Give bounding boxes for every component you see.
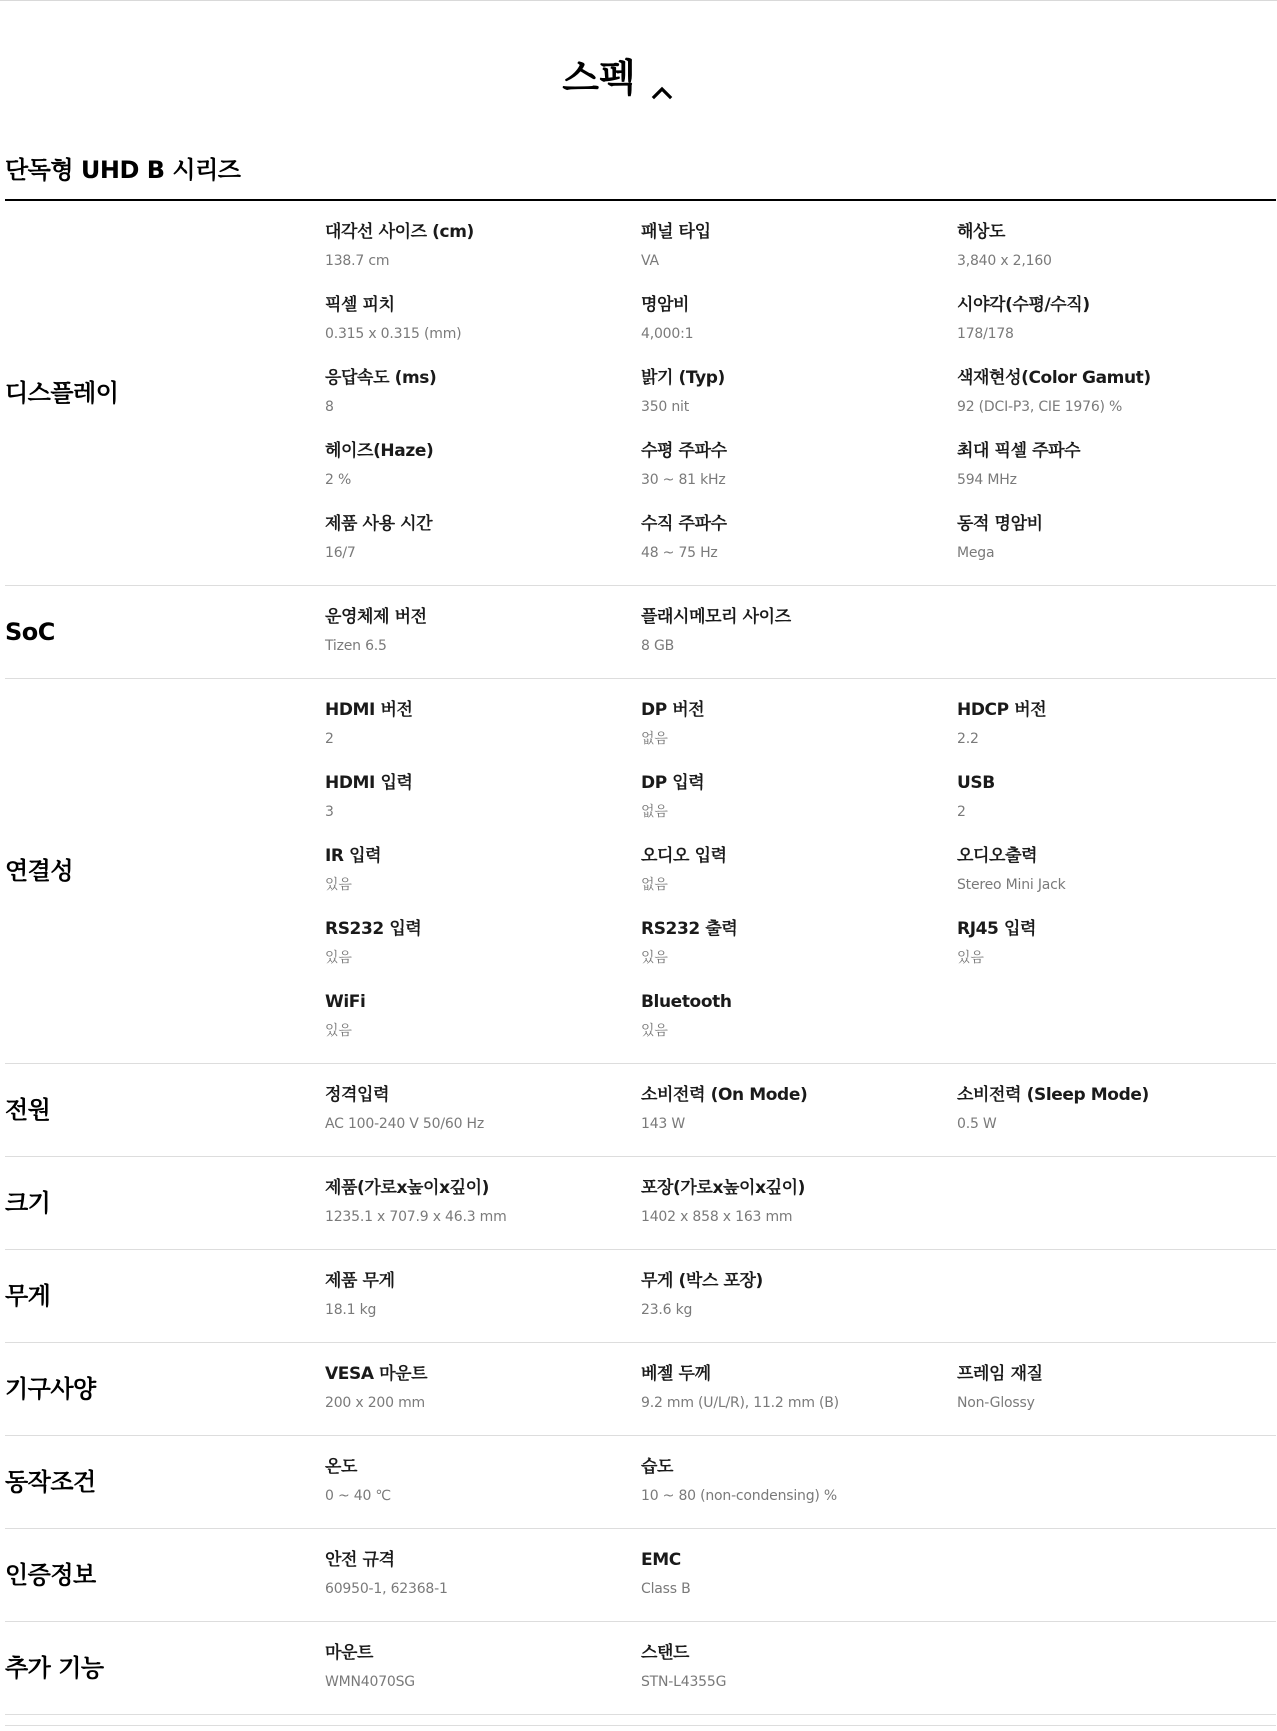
spec-item <box>641 292 957 352</box>
spec-item <box>325 1175 641 1235</box>
spec-item <box>325 438 641 498</box>
spec-value: 있음 <box>325 877 352 893</box>
spec-label: RJ45 입력 <box>957 919 1037 939</box>
spec-value: 2 <box>325 731 334 747</box>
spec-label: 마운트 <box>325 1643 374 1663</box>
spec-section <box>5 1529 1276 1622</box>
spec-item <box>957 1361 1273 1421</box>
spec-item <box>641 219 957 279</box>
spec-value: STN-L4355G <box>641 1674 727 1690</box>
section-items <box>325 1250 1276 1342</box>
spec-item <box>957 843 1273 903</box>
section-items <box>325 679 1276 1063</box>
section-items <box>325 1343 1276 1435</box>
spec-value: Class B <box>641 1581 691 1597</box>
spec-label: 오디오 입력 <box>641 846 727 866</box>
spec-value: 8 <box>325 399 334 415</box>
spec-item <box>641 1361 957 1421</box>
spec-label: 픽셀 피치 <box>325 295 395 315</box>
spec-item <box>325 1454 641 1514</box>
spec-section <box>5 1157 1276 1250</box>
spec-label: 온도 <box>325 1457 358 1477</box>
spec-label: 제품 무게 <box>325 1271 395 1291</box>
spec-value: Non-Glossy <box>957 1395 1035 1411</box>
spec-label: 대각선 사이즈 (cm) <box>325 222 474 242</box>
spec-label: 제품 사용 시간 <box>325 514 433 534</box>
section-title: 연결성 <box>5 857 74 885</box>
spec-item <box>325 1547 641 1607</box>
spec-label: 패널 타입 <box>641 222 711 242</box>
spec-item <box>325 1082 641 1142</box>
spec-value: 없음 <box>641 877 668 893</box>
spec-item <box>641 438 957 498</box>
spec-value: 143 W <box>641 1116 686 1132</box>
spec-value: 없음 <box>641 731 668 747</box>
section-items <box>325 1157 1276 1249</box>
spec-section <box>5 1343 1276 1436</box>
section-items <box>325 1064 1276 1156</box>
spec-item <box>325 1268 641 1328</box>
spec-label: 정격입력 <box>325 1085 390 1105</box>
spec-item <box>957 916 1273 976</box>
spec-section <box>5 1436 1276 1529</box>
section-title: 추가 기능 <box>5 1654 104 1682</box>
spec-value: 23.6 kg <box>641 1302 693 1318</box>
spec-item <box>325 770 641 830</box>
spec-value: 있음 <box>641 1023 668 1039</box>
spec-item <box>957 292 1273 352</box>
section-title: 디스플레이 <box>5 379 119 407</box>
spec-item <box>641 1175 957 1235</box>
spec-item <box>957 438 1273 498</box>
top-divider <box>0 0 1277 1</box>
spec-value: 있음 <box>957 950 984 966</box>
spec-label: 베젤 두께 <box>641 1364 711 1384</box>
spec-item <box>957 365 1273 425</box>
bottom-divider <box>5 1725 1276 1726</box>
spec-item <box>641 1454 957 1514</box>
spec-item <box>325 843 641 903</box>
section-items <box>325 1529 1276 1621</box>
spec-label: VESA 마운트 <box>325 1364 428 1384</box>
section-title: 무게 <box>5 1282 51 1310</box>
spec-label: 플래시메모리 사이즈 <box>641 607 791 627</box>
spec-item <box>641 1640 957 1700</box>
spec-label: 색재현성(Color Gamut) <box>957 368 1151 388</box>
spec-label: 수평 주파수 <box>641 441 727 461</box>
spec-label: EMC <box>641 1550 681 1570</box>
spec-value: WMN4070SG <box>325 1674 415 1690</box>
section-items <box>325 586 1276 678</box>
spec-item <box>641 1082 957 1142</box>
spec-value: 9.2 mm (U/L/R), 11.2 mm (B) <box>641 1395 839 1411</box>
spec-label: 오디오출력 <box>957 846 1038 866</box>
spec-label: 수직 주파수 <box>641 514 727 534</box>
spec-item <box>325 916 641 976</box>
section-title: 인증정보 <box>5 1561 96 1589</box>
spec-label: RS232 출력 <box>641 919 738 939</box>
spec-value: Stereo Mini Jack <box>957 877 1066 893</box>
spec-label: HDMI 입력 <box>325 773 413 793</box>
spec-item <box>325 1640 641 1700</box>
spec-value: 3 <box>325 804 334 820</box>
spec-label: 소비전력 (On Mode) <box>641 1085 808 1105</box>
spec-value: 0 ~ 40 ℃ <box>325 1488 391 1504</box>
spec-item <box>325 989 641 1049</box>
spec-value: 350 nit <box>641 399 690 415</box>
spec-item <box>325 365 641 425</box>
spec-label: 운영체제 버전 <box>325 607 427 627</box>
spec-section <box>5 679 1276 1064</box>
spec-label: DP 버전 <box>641 700 705 720</box>
model-name: 단독형 UHD B 시리즈 <box>5 156 241 184</box>
spec-item <box>957 511 1273 571</box>
spec-label: 응답속도 (ms) <box>325 368 437 388</box>
chevron-up-icon <box>650 66 674 90</box>
section-title: SoC <box>5 618 55 646</box>
spec-label: 스탠드 <box>641 1643 690 1663</box>
spec-label: WiFi <box>325 992 366 1012</box>
spec-label: HDCP 버전 <box>957 700 1047 720</box>
spec-item <box>957 770 1273 830</box>
spec-section <box>5 1064 1276 1157</box>
section-title: 기구사양 <box>5 1375 96 1403</box>
spec-toggle-header[interactable] <box>0 52 1236 104</box>
spec-value: 8 GB <box>641 638 675 654</box>
spec-value: 있음 <box>325 950 352 966</box>
spec-value: 60950-1, 62368-1 <box>325 1581 448 1597</box>
spec-label: DP 입력 <box>641 773 705 793</box>
spec-value: 594 MHz <box>957 472 1017 488</box>
spec-value: 178/178 <box>957 326 1014 342</box>
spec-value: VA <box>641 253 659 269</box>
section-title: 크기 <box>5 1189 51 1217</box>
spec-item <box>641 365 957 425</box>
spec-item <box>641 989 957 1049</box>
spec-item <box>641 511 957 571</box>
spec-label: 습도 <box>641 1457 674 1477</box>
spec-value: 2 <box>957 804 966 820</box>
spec-item <box>957 219 1273 279</box>
spec-item <box>325 604 641 664</box>
spec-label: 무게 (박스 포장) <box>641 1271 763 1291</box>
spec-label: IR 입력 <box>325 846 382 866</box>
spec-item <box>957 697 1273 757</box>
section-title: 전원 <box>5 1096 51 1124</box>
spec-item <box>325 219 641 279</box>
spec-value: 있음 <box>641 950 668 966</box>
spec-label: 최대 픽셀 주파수 <box>957 441 1081 461</box>
spec-label: 밝기 (Typ) <box>641 368 725 388</box>
spec-item <box>641 843 957 903</box>
spec-value: 18.1 kg <box>325 1302 377 1318</box>
spec-label: USB <box>957 773 995 793</box>
spec-label: 시야각(수평/수직) <box>957 295 1090 315</box>
spec-section <box>5 201 1276 586</box>
section-items <box>325 1436 1276 1528</box>
spec-section <box>5 1622 1276 1715</box>
spec-value: 있음 <box>325 1023 352 1039</box>
spec-value: 4,000:1 <box>641 326 694 342</box>
spec-item <box>325 292 641 352</box>
spec-item <box>641 697 957 757</box>
spec-value: 92 (DCI-P3, CIE 1976) % <box>957 399 1123 415</box>
spec-label: 프레임 재질 <box>957 1364 1043 1384</box>
spec-label: 명암비 <box>641 295 690 315</box>
spec-section <box>5 586 1276 679</box>
spec-label: 제품(가로x높이x깊이) <box>325 1178 490 1198</box>
spec-list <box>5 199 1276 1715</box>
spec-value: 2 % <box>325 472 352 488</box>
spec-label: 안전 규격 <box>325 1550 395 1570</box>
section-title: 동작조건 <box>5 1468 96 1496</box>
spec-label: 포장(가로x높이x깊이) <box>641 1178 806 1198</box>
spec-section <box>5 1250 1276 1343</box>
spec-value: 200 x 200 mm <box>325 1395 425 1411</box>
spec-value: AC 100-240 V 50/60 Hz <box>325 1116 485 1132</box>
spec-value: 1402 x 858 x 163 mm <box>641 1209 793 1225</box>
spec-value: 30 ~ 81 kHz <box>641 472 726 488</box>
spec-label: 소비전력 (Sleep Mode) <box>957 1085 1149 1105</box>
spec-value: 0.5 W <box>957 1116 997 1132</box>
section-items <box>325 201 1276 585</box>
spec-value: 138.7 cm <box>325 253 390 269</box>
spec-value: 3,840 x 2,160 <box>957 253 1052 269</box>
spec-item <box>641 604 957 664</box>
spec-value: Mega <box>957 545 995 561</box>
spec-value: 16/7 <box>325 545 356 561</box>
spec-item <box>957 1082 1273 1142</box>
spec-value: Tizen 6.5 <box>325 638 387 654</box>
spec-item <box>641 916 957 976</box>
spec-label: 헤이즈(Haze) <box>325 441 434 461</box>
spec-value: 없음 <box>641 804 668 820</box>
spec-label: RS232 입력 <box>325 919 422 939</box>
page-title: 스펙 <box>562 56 636 100</box>
spec-item <box>325 1361 641 1421</box>
spec-value: 10 ~ 80 (non-condensing) % <box>641 1488 838 1504</box>
spec-item <box>641 1547 957 1607</box>
spec-label: 동적 명암비 <box>957 514 1043 534</box>
spec-label: Bluetooth <box>641 992 732 1012</box>
spec-item <box>325 511 641 571</box>
spec-value: 2.2 <box>957 731 979 747</box>
spec-value: 48 ~ 75 Hz <box>641 545 718 561</box>
spec-value: 1235.1 x 707.9 x 46.3 mm <box>325 1209 507 1225</box>
spec-label: 해상도 <box>957 222 1006 242</box>
spec-item <box>641 770 957 830</box>
spec-item <box>325 697 641 757</box>
spec-value: 0.315 x 0.315 (mm) <box>325 326 462 342</box>
section-items <box>325 1622 1276 1714</box>
spec-label: HDMI 버전 <box>325 700 413 720</box>
spec-item <box>641 1268 957 1328</box>
